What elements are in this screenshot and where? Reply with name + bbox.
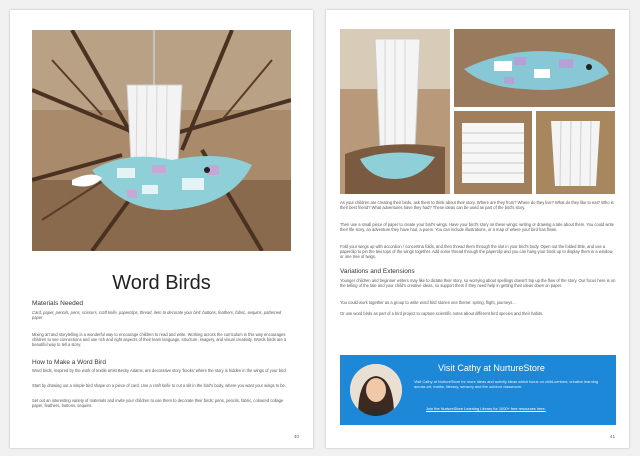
page-number: 41 bbox=[609, 434, 615, 439]
learning-library-link[interactable]: Join the NurtureStore Learning Library for 1000+ free resources here. bbox=[426, 406, 546, 411]
right-page bbox=[326, 10, 629, 448]
promo-text: Visit Cathy at NurtureStore for more ideas and activity ideas which focus on child-centred, creative learning across art, maths, literacy, sensory and the outdoor classroom. bbox=[414, 379, 598, 389]
step-2-text: Start by drawing out a simple bird shape on a piece of card. Use a craft knife to cut a slit in the bird's body, where you want your wings to be. bbox=[32, 383, 286, 388]
paragraph-6: Or use word birds as part of a bird project to capture scientific notes about different bird species and their habits. bbox=[340, 311, 544, 316]
materials-text: Card, paper, pencils, pens, scissors, craft knife, paperclips, thread, item to decorate your bird: buttons, feathers, fabric, sequins, patterned paper bbox=[32, 310, 282, 321]
howto-heading: How to Make a Word Bird bbox=[32, 359, 106, 366]
materials-heading: Materials Needed bbox=[32, 300, 83, 307]
step-1-text: Word birds, inspired by the work of textile artist Becky Adams, are decorative story 'books' where the story is hidden in the wings of your bird. bbox=[32, 368, 287, 373]
avatar bbox=[350, 364, 402, 416]
paragraph-1: As your children are creating their birds, ask them to think about their story. Where are they from? Where do they live? What do they like to eat? Who is their best friend? What adventures have they had? These ideas can be used as part of the bird's story. bbox=[340, 200, 614, 211]
paragraph-3: Fold your wings up with accordion / concertina folds, and then thread them through the slot in your bird's body. Open out the folded little, and use a paperclip to pin the two tops of the wings together. Add some thread through the paperclip and you can hang your birds up to display them in a window, or one tree of twigs. bbox=[340, 244, 614, 260]
page-number: 40 bbox=[293, 434, 299, 439]
intro-paragraph: Mixing art and storytelling is a wonderful way to encourage children to read and write. Working across the curriculum in this way encourages children to see connections and use rich and right aspects of their learn language, structure, imagery, and visual creativity. Words birds are a beautiful way to tell a story. bbox=[32, 332, 287, 348]
paragraph-4: Younger children and beginner writers may like to dictate their story, so worrying about spellings doesn't trip up the flow of the story. Our focus here is on the telling of the tale and your child's creative ideas, so support them if they need help in getting their ideas down on paper. bbox=[340, 278, 616, 289]
page-title: Word Birds bbox=[112, 272, 211, 294]
paragraph-5: You could work together as a group to write word bird stories one theme: spring, flight, journeys... bbox=[340, 300, 516, 305]
bird-decoration-photo bbox=[454, 29, 615, 107]
paragraph-2: Then use a small piece of paper to create your bird's wings. Have your bird's story on these wings: writing or drawing a tale about them. You could write their life story, an adventure they have had, a poem. You can include illustrations, or a map of where your bird has flown. bbox=[340, 222, 614, 233]
folded-paper-photo bbox=[454, 111, 532, 194]
left-page bbox=[10, 10, 313, 448]
bird-wings-photo bbox=[340, 29, 450, 194]
nurturestore-promo-box bbox=[340, 355, 616, 425]
promo-title: Visit Cathy at NurtureStore bbox=[438, 363, 545, 373]
step-3-text: Set out an interesting variety of materials and invite your children to use them to decorate their birds: pens, pencils, fabric, coloured collage paper, feathers, buttons, sequins. bbox=[32, 398, 284, 409]
variations-heading: Variations and Extensions bbox=[340, 268, 415, 275]
word-bird-photo-main bbox=[32, 30, 291, 251]
concertina-wings-photo bbox=[536, 111, 615, 194]
